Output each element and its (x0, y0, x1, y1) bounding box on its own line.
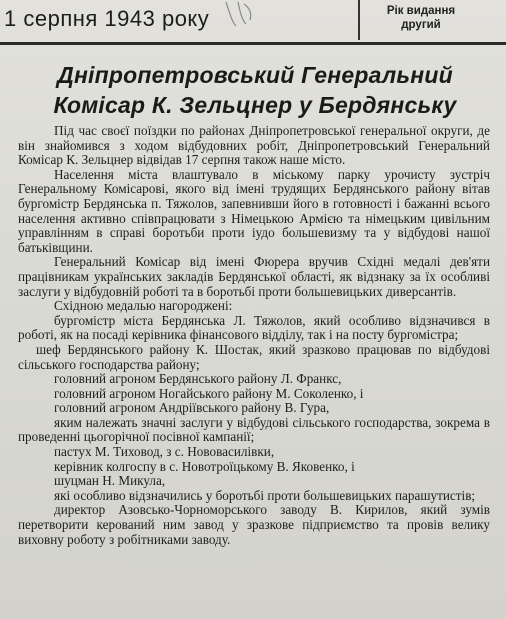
issue-date: 1 серпня 1943 року (4, 6, 210, 31)
header-divider (358, 0, 360, 40)
title-line-1: Дніпропетровський Генеральний (57, 62, 453, 88)
publication-year-box (362, 4, 480, 32)
paragraph: Східною медалью нагороджені: (54, 298, 233, 314)
award-item: головний агроном Ногайського району М. Соколенко, і (54, 385, 364, 401)
year-label: Рік видання (386, 5, 456, 17)
pencil-mark (220, 0, 260, 30)
paragraph: Населення міста влаштувало в міському парку урочисту зустріч Генеральному Комісарові, якого від імені трудящих Бердянського району вітав бургомістр Бердянська п. Тяжолов, запевнивши його в готовності і бажанні всього населення активно співпрацювати з Німецькою Армією та німецьким цивільним управлінням в справі боротьби проти іудо большевизму та у відбудові нашої батьківщини. (18, 166, 490, 255)
award-item: шеф Бердянського району К. Шостак, який зразково працював по відбудові сільського господарства району; (18, 341, 490, 372)
article-body (18, 124, 490, 547)
award-item: яким належать значні заслуги у відбудові сільського господарства, зокрема в проведенні цьогорічної посівної кампанії; (18, 414, 490, 445)
award-item: шуцман Н. Микула, (54, 473, 166, 489)
award-item: бургомістр міста Бердянська Л. Тяжолов, який особливо відзначився в роботі, як на посаді керівника фінансового відділу, так і на посту бургомістра; (18, 312, 490, 343)
award-item: головний агроном Андріївського району В. Гура, (54, 400, 330, 416)
award-item: головний агроном Бердянського району Л. Франкс, (54, 371, 342, 387)
award-item: керівник колгоспу в с. Новотроїцькому В. Яковенко, і (54, 458, 355, 474)
year-value: другий (401, 19, 441, 31)
article-title (20, 60, 490, 120)
page-edge (0, 605, 506, 619)
paragraph: Під час своєї поїздки по районах Дніпропетровської генеральної округи, де він знайомився з ходом відбудовних робіт, Дніпропетровський Генеральний Комісар К. Зельцнер відвідав 17 серпня також наше місто. (18, 123, 490, 168)
award-item: пастух М. Тиховод, з с. Нововасилівки, (54, 444, 275, 460)
newspaper-header (0, 0, 506, 45)
award-item: які особливо відзначились у боротьбі проти большевицьких парашутистів; (54, 487, 476, 503)
award-item: директор Азовсько-Чорноморського заводу В. Кирилов, який зумів перетворити керований ним завод у зразкове підприємство та провів велику виховну роботу з робітниками заводу. (18, 502, 490, 547)
title-line-2: Комісар К. Зельцнер у Бердянську (53, 92, 457, 118)
paragraph: Генеральний Комісар від імені Фюрера вручив Східні медалі дев'яти працівникам українських закладів Бердянської області, як відзнаку за їх особливі заслуги у відбудовній роботі та в боротьбі проти большевицьких диверсантів. (18, 254, 490, 299)
